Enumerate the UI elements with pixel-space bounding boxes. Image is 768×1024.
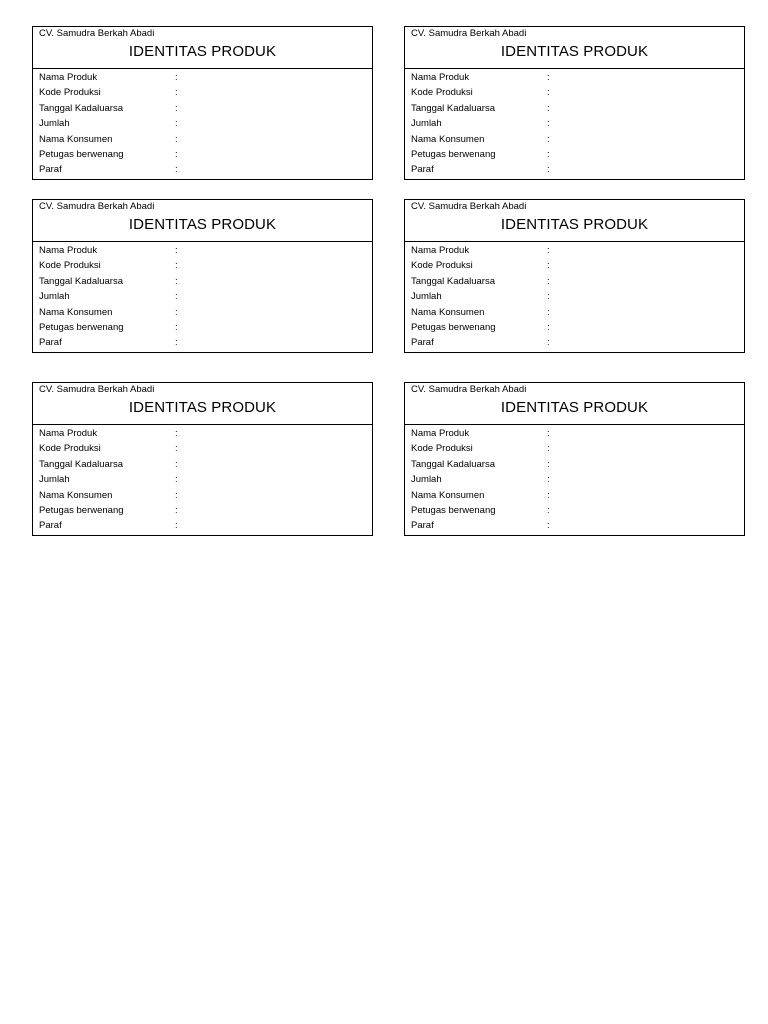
field-label: Jumlah: [411, 118, 442, 130]
field-separator: :: [175, 148, 178, 160]
field-row: [405, 457, 744, 472]
product-label-card: [404, 382, 745, 536]
field-list: [33, 242, 372, 351]
field-label: Paraf: [411, 520, 434, 532]
field-label: Kode Produksi: [39, 443, 101, 455]
field-label: Nama Konsumen: [39, 306, 113, 318]
label-header: [33, 383, 372, 425]
field-row: [33, 132, 372, 147]
field-row: [33, 116, 372, 131]
label-header: [405, 383, 744, 425]
field-label: Kode Produksi: [39, 87, 101, 99]
field-row: [33, 335, 372, 350]
field-row: [405, 426, 744, 441]
product-label-card: [404, 199, 745, 353]
field-row: [405, 289, 744, 304]
field-separator: :: [547, 520, 550, 532]
field-separator: :: [175, 164, 178, 176]
field-separator: :: [547, 260, 550, 272]
field-separator: :: [547, 291, 550, 303]
field-separator: :: [175, 118, 178, 130]
field-row: [33, 289, 372, 304]
field-row: [33, 457, 372, 472]
field-label: Tanggal Kadaluarsa: [39, 275, 123, 287]
field-row: [405, 243, 744, 258]
field-label: Nama Konsumen: [411, 489, 485, 501]
field-label: Nama Produk: [39, 72, 98, 83]
field-row: [33, 101, 372, 116]
field-label: Jumlah: [411, 291, 442, 303]
field-separator: :: [547, 148, 550, 160]
field-separator: :: [175, 520, 178, 532]
field-label: Nama Produk: [411, 428, 470, 439]
field-label: Petugas berwenang: [39, 148, 124, 160]
field-separator: :: [175, 428, 178, 439]
field-label: Petugas berwenang: [39, 321, 124, 333]
field-separator: :: [547, 474, 550, 486]
field-row: [405, 441, 744, 456]
field-label: Paraf: [39, 164, 62, 176]
label-title: IDENTITAS PRODUK: [128, 216, 277, 233]
field-row: [405, 305, 744, 320]
field-list: [33, 69, 372, 178]
field-row: [405, 116, 744, 131]
field-separator: :: [547, 118, 550, 130]
field-separator: :: [175, 474, 178, 486]
field-separator: :: [175, 489, 178, 501]
field-separator: :: [175, 260, 178, 272]
company-name: CV. Samudra Berkah Abadi: [411, 384, 527, 395]
field-label: Jumlah: [39, 291, 70, 303]
field-row: [405, 162, 744, 177]
field-row: [33, 320, 372, 335]
label-title: IDENTITAS PRODUK: [128, 399, 277, 416]
field-row: [33, 258, 372, 273]
field-label: Tanggal Kadaluarsa: [411, 458, 495, 470]
field-separator: :: [175, 275, 178, 287]
field-separator: :: [547, 428, 550, 439]
field-row: [33, 441, 372, 456]
label-title: IDENTITAS PRODUK: [500, 43, 649, 60]
field-label: Tanggal Kadaluarsa: [411, 102, 495, 114]
label-title: IDENTITAS PRODUK: [128, 43, 277, 60]
field-row: [405, 85, 744, 100]
company-name: CV. Samudra Berkah Abadi: [411, 201, 527, 212]
field-label: Nama Konsumen: [411, 306, 485, 318]
field-row: [33, 70, 372, 85]
field-label: Jumlah: [411, 474, 442, 486]
field-list: [405, 69, 744, 178]
field-row: [33, 274, 372, 289]
field-label: Nama Produk: [39, 428, 98, 439]
field-label: Nama Konsumen: [39, 489, 113, 501]
field-row: [33, 488, 372, 503]
company-name: CV. Samudra Berkah Abadi: [39, 384, 155, 395]
label-title: IDENTITAS PRODUK: [500, 216, 649, 233]
field-label: Nama Konsumen: [39, 133, 113, 145]
field-separator: :: [547, 245, 550, 256]
field-list: [405, 425, 744, 534]
field-label: Nama Produk: [39, 245, 98, 256]
field-label: Paraf: [39, 520, 62, 532]
field-label: Kode Produksi: [411, 260, 473, 272]
field-label: Petugas berwenang: [411, 504, 496, 516]
field-label: Nama Produk: [411, 72, 470, 83]
label-header: [33, 200, 372, 242]
field-separator: :: [547, 458, 550, 470]
field-row: [33, 518, 372, 533]
field-separator: :: [175, 87, 178, 99]
field-row: [405, 258, 744, 273]
field-row: [405, 488, 744, 503]
field-label: Nama Produk: [411, 245, 470, 256]
field-row: [33, 162, 372, 177]
field-list: [405, 242, 744, 351]
field-label: Paraf: [411, 337, 434, 349]
field-separator: :: [175, 102, 178, 114]
field-label: Jumlah: [39, 118, 70, 130]
field-label: Jumlah: [39, 474, 70, 486]
field-row: [405, 472, 744, 487]
field-row: [405, 274, 744, 289]
label-header: [33, 27, 372, 69]
label-title: IDENTITAS PRODUK: [500, 399, 649, 416]
field-row: [33, 426, 372, 441]
company-name: CV. Samudra Berkah Abadi: [39, 28, 155, 39]
field-label: Kode Produksi: [411, 443, 473, 455]
company-name: CV. Samudra Berkah Abadi: [411, 28, 527, 39]
field-row: [405, 335, 744, 350]
field-separator: :: [547, 102, 550, 114]
field-label: Petugas berwenang: [411, 148, 496, 160]
field-label: Petugas berwenang: [39, 504, 124, 516]
field-label: Paraf: [39, 337, 62, 349]
field-row: [33, 85, 372, 100]
field-row: [405, 70, 744, 85]
field-row: [33, 305, 372, 320]
field-label: Nama Konsumen: [411, 133, 485, 145]
field-separator: :: [547, 489, 550, 501]
field-row: [405, 518, 744, 533]
field-row: [405, 132, 744, 147]
field-row: [33, 503, 372, 518]
field-label: Kode Produksi: [411, 87, 473, 99]
field-row: [405, 320, 744, 335]
field-label: Tanggal Kadaluarsa: [39, 102, 123, 114]
field-separator: :: [547, 164, 550, 176]
product-label-card: [32, 382, 373, 536]
field-separator: :: [175, 306, 178, 318]
field-label: Petugas berwenang: [411, 321, 496, 333]
field-separator: :: [175, 443, 178, 455]
field-row: [33, 147, 372, 162]
field-separator: :: [547, 337, 550, 349]
field-separator: :: [547, 306, 550, 318]
field-separator: :: [175, 72, 178, 83]
field-separator: :: [175, 337, 178, 349]
label-header: [405, 27, 744, 69]
field-separator: :: [175, 321, 178, 333]
field-row: [405, 101, 744, 116]
field-separator: :: [175, 504, 178, 516]
field-label: Tanggal Kadaluarsa: [39, 458, 123, 470]
field-separator: :: [547, 321, 550, 333]
field-row: [405, 147, 744, 162]
product-label-card: [32, 199, 373, 353]
field-separator: :: [175, 133, 178, 145]
field-label: Kode Produksi: [39, 260, 101, 272]
company-name: CV. Samudra Berkah Abadi: [39, 201, 155, 212]
field-separator: :: [175, 291, 178, 303]
field-separator: :: [547, 275, 550, 287]
field-row: [33, 243, 372, 258]
field-row: [405, 503, 744, 518]
label-header: [405, 200, 744, 242]
field-separator: :: [175, 245, 178, 256]
field-separator: :: [547, 133, 550, 145]
field-separator: :: [547, 443, 550, 455]
field-separator: :: [547, 504, 550, 516]
field-separator: :: [547, 72, 550, 83]
field-label: Paraf: [411, 164, 434, 176]
field-separator: :: [175, 458, 178, 470]
product-label-card: [32, 26, 373, 180]
field-row: [33, 472, 372, 487]
field-label: Tanggal Kadaluarsa: [411, 275, 495, 287]
product-label-card: [404, 26, 745, 180]
field-list: [33, 425, 372, 534]
field-separator: :: [547, 87, 550, 99]
